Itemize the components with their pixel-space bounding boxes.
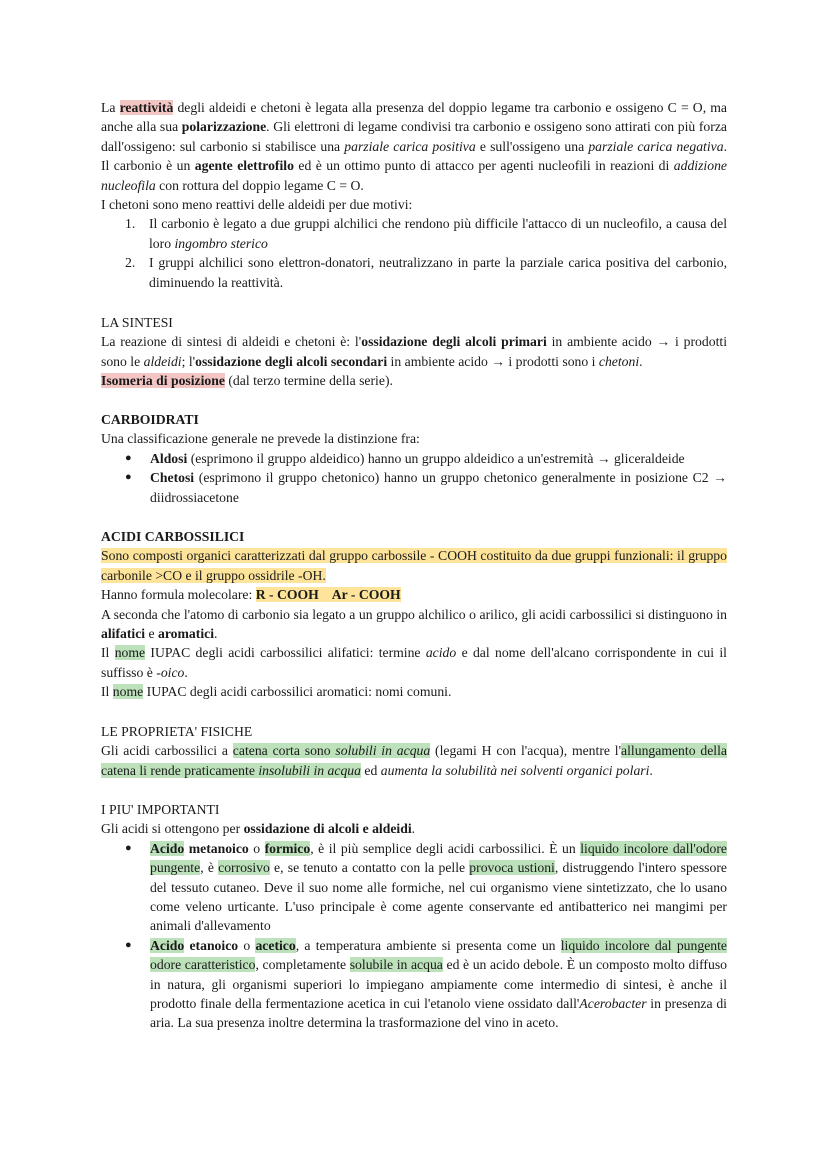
highlight-isomeria: Isomeria di posizione <box>101 373 225 389</box>
isomeria-line: Isomeria di posizione (dal terzo termine della serie). <box>101 373 393 389</box>
synthesis-section <box>101 313 727 391</box>
reactivity-section <box>101 98 727 292</box>
bullet-icon: ● <box>125 841 132 854</box>
section-title: LE PROPRIETA' FISICHE <box>101 724 253 739</box>
term-agente-elettrofilo: agente elettrofilo <box>194 158 294 174</box>
numbered-list <box>101 214 727 292</box>
physical-section <box>101 722 727 780</box>
section-title: ACIDI CARBOSSILICI <box>101 529 245 544</box>
section-title: LA SINTESI <box>101 315 173 330</box>
acids-definition <box>101 546 727 585</box>
iupac-aliphatic: Il nome IUPAC degli acidi carbossilici alifatici: termine acido e dal nome dell'alcano corrispondente in cui il suffisso è -oico. <box>101 645 727 680</box>
carbs-intro: Una classificazione generale ne prevede la distinzione fra: <box>101 431 420 447</box>
formula-line: Hanno formula molecolare: R - COOH Ar - COOH <box>101 587 401 603</box>
bullet-icon: ● <box>125 938 132 951</box>
important-intro: Gli acidi si ottengono per ossidazione di alcoli e aldeidi. <box>101 821 416 837</box>
list-marker: 1. <box>125 216 136 232</box>
list-item: 1. Il carbonio è legato a due gruppi alchilici che rendono più difficile l'attacco di un nucleofilo, a causa del loro ingombro sterico <box>125 216 727 251</box>
ketones-intro: I chetoni sono meno reattivi delle aldeidi per due motivi: <box>101 197 413 213</box>
highlight-nome: nome <box>112 684 144 700</box>
acids-classification: A seconda che l'atomo di carbonio sia legato a un gruppo alchilico o arilico, gli acidi carbossilici si distinguono in alifatici e aromatici. <box>101 606 727 642</box>
bullet-icon: ● <box>125 471 132 484</box>
carbs-section <box>101 410 727 507</box>
reactivity-paragraph: La reattività degli aldeidi e chetoni è legata alla presenza del doppio legame tra carbonio e ossigeno C = O, ma anche alla sua polarizzazione. Gli elettroni di legame condivisi tra carbonio e ossigeno sono attirati con più forza dall'ossigeno: sul carbonio si stabilisce una parziale carica positiva e sull'ossigeno una parziale carica negativa. Il carbonio è un agente elettrofilo ed è un ottimo punto di attacco per agenti nucleofili in reazioni di addizione nucleofila con rottura del doppio legame C = O. <box>101 100 727 193</box>
acids-section <box>101 527 727 702</box>
list-item: 2. I gruppi alchilici sono elettron-donatori, neutralizzano in parte la parziale carica positiva del carbonio, diminuendo la reattività. <box>125 255 727 290</box>
list-item: ● Chetosi (esprimono il gruppo chetonico) hanno un gruppo chetonico generalmente in posizione C2 → diidrossiacetone <box>125 470 727 505</box>
bullet-icon: ● <box>125 451 132 464</box>
list-item-acetic-acid: ● Acido etanoico o acetico, a temperatura ambiente si presenta come un liquido incolore dal pungente odore caratteristico, completamente solubile in acqua ed è un acido debole. È un composto molto diffuso in natura, gli organismi superiori lo impiegano ampiamente come intermedio di sintesi, è anche il prodotto finale della fermentazione acetica in cui l'etanolo viene ossidato dall'Acerobacter in presenza di aria. La sua presenza inoltre determina la trasformazione del vino in aceto. <box>125 937 728 1031</box>
important-section <box>101 800 727 1033</box>
physical-paragraph: Gli acidi carbossilici a catena corta sono solubili in acqua (legami H con l'acqua), mentre l'allungamento della catena li rende praticamente insolubili in acqua ed aumenta la solubilità nei solventi organici polari. <box>101 743 727 778</box>
highlight-definition: Sono composti organici caratterizzati dal gruppo carbossile - COOH costituito da due gruppi funzionali: il gruppo carbonile >CO e il gruppo ossidrile -OH. <box>101 548 727 583</box>
bullet-list <box>101 839 727 1033</box>
formula-value: R - COOH Ar - COOH <box>255 587 401 603</box>
highlight-nome: nome <box>114 645 146 661</box>
list-marker: 2. <box>125 255 136 271</box>
list-item-formic-acid: ● Acido metanoico o formico, è il più semplice degli acidi carbossilici. È un liquido incolore dall'odore pungente, è corrosivo e, se tenuto a contatto con la pelle provoca ustioni, distruggendo l'intero spessore del tessuto cutaneo. Deve il suo nome alle formiche, nel cui organismo viene sintetizzato, che lo usano come veleno urticante. L'uso principale è come agente conservante ed antibatterico nei mangimi per animali d'allevamento <box>125 840 727 934</box>
iupac-aromatic: Il nome IUPAC degli acidi carbossilici aromatici: nomi comuni. <box>101 684 452 700</box>
section-title: CARBOIDRATI <box>101 412 199 427</box>
term-polarizzazione: polarizzazione <box>181 119 267 135</box>
section-title: I PIU' IMPORTANTI <box>101 802 220 817</box>
highlight-reattivita: reattività <box>119 100 174 115</box>
bullet-list <box>101 449 727 507</box>
synthesis-paragraph: La reazione di sintesi di aldeidi e chetoni è: l'ossidazione degli alcoli primari in ambiente acido → i prodotti sono le aldeidi; l'ossidazione degli alcoli secondari in ambiente acido → i prodotti sono i chetoni. <box>101 334 727 369</box>
list-item: ● Aldosi (esprimono il gruppo aldeidico) hanno un gruppo aldeidico a un'estremità → gliceraldeide <box>101 449 727 468</box>
